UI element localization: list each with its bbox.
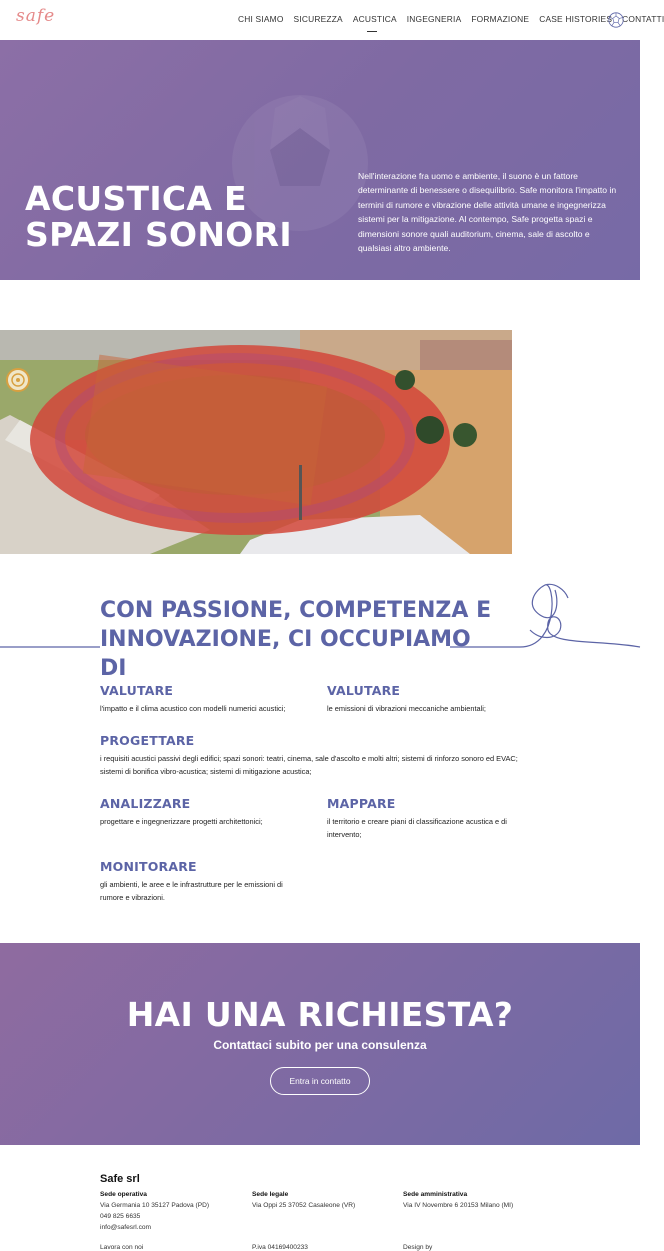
footer-address: Via IV Novembre 6 20153 Milano (MI) bbox=[403, 1202, 514, 1209]
service-text: l'impatto e il clima acustico con modelli numerici acustici; bbox=[100, 704, 286, 713]
contact-button[interactable]: Entra in contatto bbox=[270, 1067, 370, 1095]
service-title: ANALIZZARE bbox=[100, 796, 191, 811]
site-header bbox=[0, 0, 664, 40]
service-text: i requisiti acustici passivi degli edifici; spazi sonori: teatri, cinema, sale d'ascolto e molti altri; sistemi di rinforzo sonoro ed EVAC; sistemi di bonifica vibro-acustica; sistemi di mitigazione acustica; bbox=[100, 754, 518, 776]
service-text: le emissioni di vibrazioni meccaniche ambientali; bbox=[327, 704, 486, 713]
nav-chi-siamo[interactable]: CHI SIAMO bbox=[238, 14, 284, 24]
service-title: MAPPARE bbox=[327, 796, 396, 811]
service-analizzare bbox=[100, 796, 310, 829]
service-text: gli ambienti, le aree e le infrastrutture per le emissioni di rumore e vibrazioni. bbox=[100, 880, 283, 902]
nav-acustica[interactable]: ACUSTICA bbox=[352, 14, 397, 24]
footer-address: Via Oppi 25 37052 Casaleone (VR) bbox=[252, 1202, 356, 1209]
footer-label: Sede legale bbox=[252, 1191, 289, 1198]
service-title: VALUTARE bbox=[100, 683, 174, 698]
footer-sede-operativa bbox=[100, 1189, 209, 1233]
footer-careers-link[interactable]: Lavora con noi bbox=[100, 1244, 144, 1251]
nav-sicurezza[interactable]: SICUREZZA bbox=[293, 14, 343, 24]
cta-title: HAI UNA RICHIESTA? bbox=[126, 995, 514, 1034]
footer-sede-legale bbox=[252, 1189, 355, 1211]
footer-sede-amministrativa bbox=[403, 1189, 513, 1211]
logo[interactable]: safe bbox=[16, 6, 56, 26]
hero-title: ACUSTICA E SPAZI SONORI bbox=[25, 179, 292, 254]
nav-ingegneria[interactable]: INGEGNERIA bbox=[406, 14, 462, 24]
acoustic-map-image bbox=[0, 330, 512, 554]
footer-design-credit: Design by bbox=[403, 1244, 433, 1251]
cta-subtitle: Contattaci subito per una consulenza bbox=[213, 1038, 427, 1052]
globe-icon[interactable] bbox=[608, 12, 624, 28]
service-text: il territorio e creare piani di classificazione acustica e di intervento; bbox=[327, 817, 507, 839]
main-nav bbox=[238, 14, 664, 24]
service-valutare-impatto bbox=[100, 683, 310, 716]
service-text: progettare e ingegnerizzare progetti architettonici; bbox=[100, 817, 263, 826]
footer-phone[interactable]: 049 825 6635 bbox=[100, 1213, 141, 1220]
service-monitorare bbox=[100, 859, 305, 904]
service-title: VALUTARE bbox=[327, 683, 401, 698]
nav-case-histories[interactable]: CASE HISTORIES bbox=[539, 14, 613, 24]
service-title: PROGETTARE bbox=[100, 733, 195, 748]
nav-formazione[interactable]: FORMAZIONE bbox=[471, 14, 530, 24]
contact-cta-section bbox=[0, 943, 640, 1145]
footer-label: Sede operativa bbox=[100, 1191, 147, 1198]
hero-section bbox=[0, 40, 640, 280]
hero-description: Nell'interazione fra uomo e ambiente, il suono è un fattore determinante di benessere o disequilibrio. Safe monitora l'impatto in termini di rumore e vibrazione delle attività umane e ingegnerizza sistemi per la mitigazione. Al contempo, Safe progetta spazi e dimensioni sonore quali auditorium, cinema, sale di ascolto e qualsiasi altro ambiente. bbox=[358, 171, 617, 254]
service-progettare bbox=[100, 733, 530, 778]
footer-company-name: Safe srl bbox=[100, 1173, 140, 1185]
section-title: CON PASSIONE, COMPETENZA E INNOVAZIONE, CI OCCUPIAMO DI bbox=[100, 598, 492, 681]
service-title: MONITORARE bbox=[100, 859, 197, 874]
service-valutare-vibrazioni bbox=[327, 683, 527, 716]
footer-vat: P.iva 04169400233 bbox=[252, 1244, 308, 1251]
footer-email[interactable]: info@safesrl.com bbox=[100, 1224, 152, 1231]
footer-label: Sede amministrativa bbox=[403, 1191, 468, 1198]
footer-address: Via Germania 10 35127 Padova (PD) bbox=[100, 1202, 210, 1209]
service-mappare bbox=[327, 796, 527, 841]
site-footer bbox=[0, 1145, 640, 1250]
nav-contatti[interactable]: CONTATTI bbox=[622, 14, 664, 24]
